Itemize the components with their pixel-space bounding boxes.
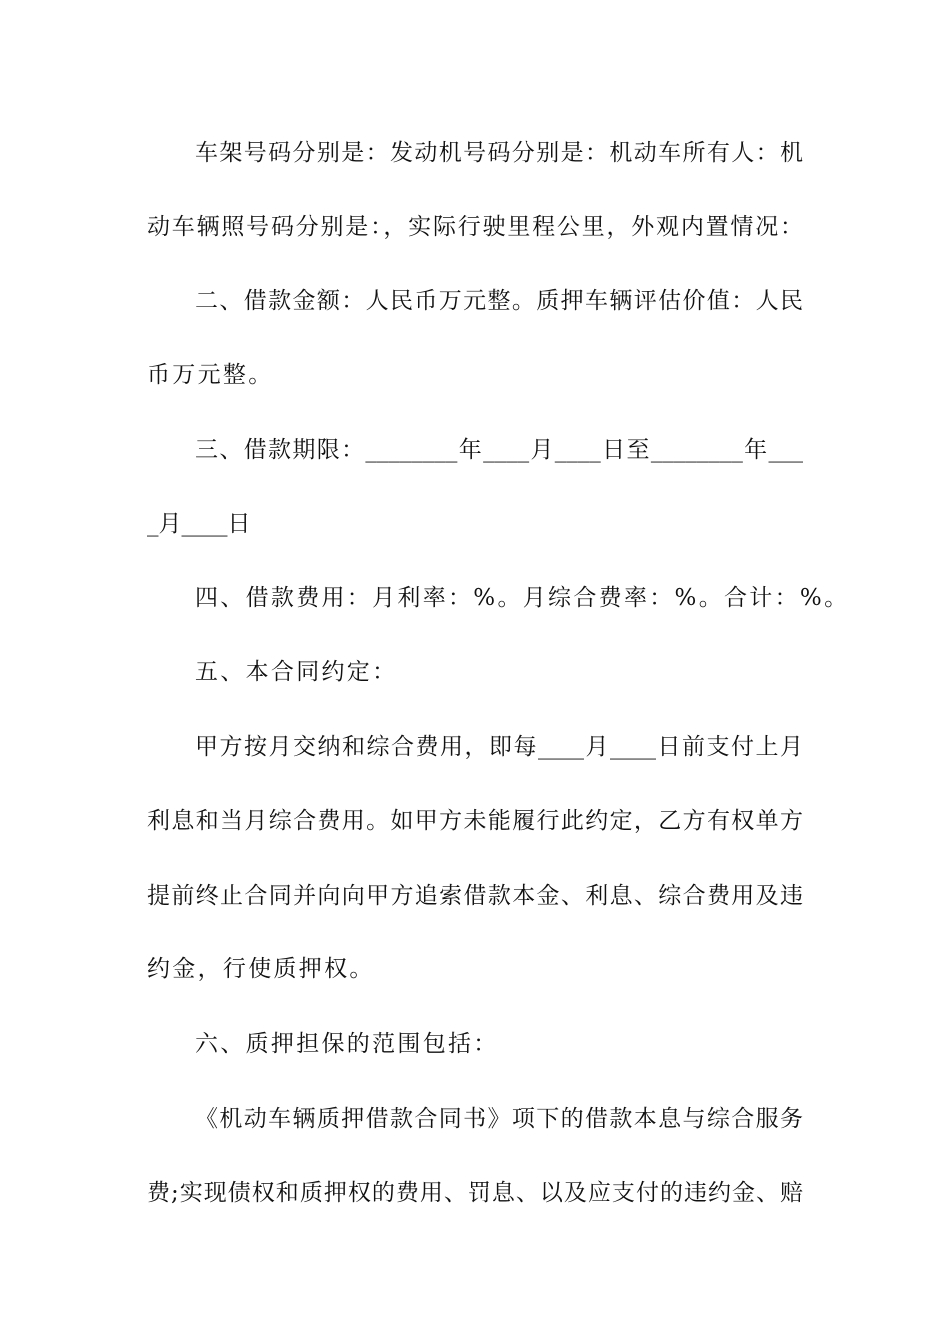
- pledge-scope-heading: 六、质押担保的范围包括：: [195, 1031, 499, 1057]
- payment-terms-line-1: 甲方按月交纳和综合费用，即每____月____日前支付上月: [195, 734, 803, 760]
- loan-term-line-1: 三、借款期限：________年____月____日至________年___: [195, 437, 803, 463]
- payment-terms-line-4: 约金，行使质押权。: [147, 956, 375, 982]
- loan-amount-line-2: 币万元整。: [147, 362, 274, 388]
- contract-terms-heading: 五、本合同约定：: [195, 659, 398, 685]
- payment-terms-line-2: 利息和当月综合费用。如甲方未能履行此约定，乙方有权单方: [147, 808, 803, 834]
- vehicle-info-line-1: 车架号码分别是：发动机号码分别是：机动车所有人：机: [195, 140, 803, 166]
- loan-term-line-2: _月____日: [147, 511, 251, 537]
- pledge-scope-line-2: 费;实现债权和质押权的费用、罚息、以及应支付的违约金、赔: [147, 1180, 803, 1206]
- payment-terms-line-3: 提前终止合同并向向甲方追索借款本金、利息、综合费用及违: [147, 883, 803, 909]
- loan-amount-line-1: 二、借款金额：人民币万元整。质押车辆评估价值：人民: [195, 288, 803, 314]
- loan-fee-line: 四、借款费用：月利率：%。月综合费率：%。合计：%。: [195, 585, 850, 611]
- vehicle-info-line-2: 动车辆照号码分别是：，实际行驶里程公里，外观内置情况：: [147, 214, 803, 240]
- pledge-scope-line-1: 《机动车辆质押借款合同书》项下的借款本息与综合服务: [195, 1106, 803, 1132]
